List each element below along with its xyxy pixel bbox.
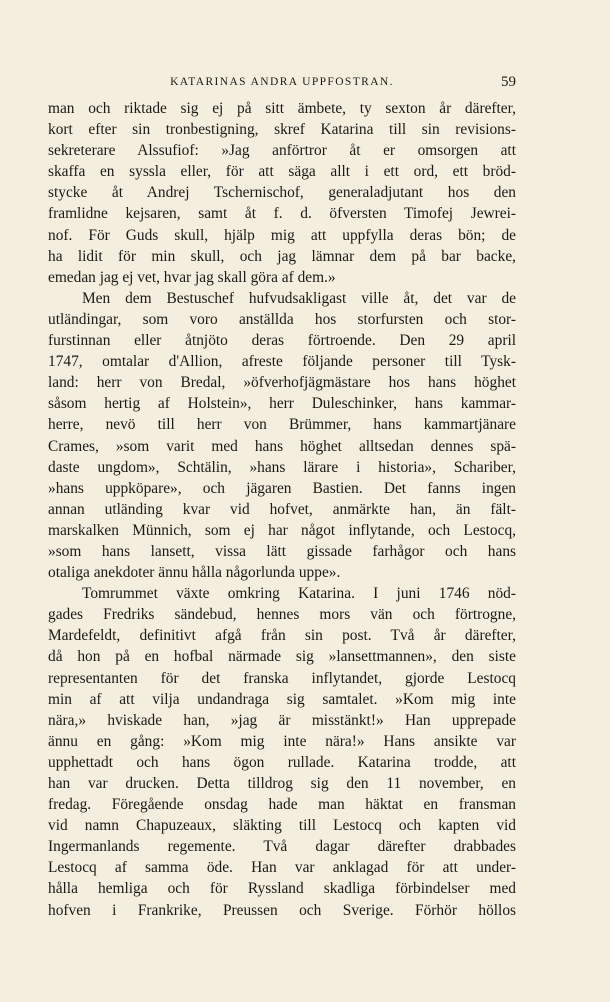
text-line: vid namn Chapuzeaux, släkting till Lestocq och kapten vid (48, 817, 516, 835)
paragraph (48, 583, 516, 921)
text-line: nof. För Guds skull, hjälp mig att uppfylla deras bön; de (48, 226, 516, 244)
text-line: utländingar, som voro anställda hos storfursten och stor- (48, 310, 516, 328)
text-line: 1747, omtalar d'Allion, afreste följande personer till Tysk- (48, 353, 516, 371)
body-text (48, 98, 516, 921)
running-head: KATARINAS ANDRA UPPFOSTRAN. (170, 76, 394, 88)
paragraph (48, 288, 516, 583)
text-line: stycke åt Andrej Tschernischof, generaladjutant hos den (48, 184, 516, 202)
text-line: min af att vilja undandraga sig samtalet. »Kom mig inte (48, 690, 516, 708)
text-line: skaffa en syssla eller, för att säga allt i ett ord, ett bröd- (48, 163, 516, 181)
text-line: fredag. Föregående onsdag hade man häktat en fransman (48, 796, 516, 814)
text-line: herre, nevö till herr von Brümmer, hans kammartjänare (48, 416, 516, 434)
text-line: otaliga anekdoter ännu hålla någorlunda uppe». (48, 564, 341, 582)
text-line: emedan jag ej vet, hvar jag skall göra af dem.» (48, 268, 336, 286)
text-line: man och riktade sig ej på sitt ämbete, ty sexton år därefter, (48, 100, 516, 117)
text-line: nära,» hviskade han, »jag är misstänkt!» Han upprepade (48, 711, 516, 729)
page-number: 59 (501, 74, 516, 90)
text-line: daste ungdom», Schtälin, »hans lärare i historia», Schariber, (48, 458, 516, 476)
text-line: hålla hemliga och för Ryssland skadliga förbindelser med (48, 880, 516, 898)
text-line: då hon på en hofbal närmade sig »lansettmannen», den siste (48, 648, 516, 666)
text-line: Lestocq af samma öde. Han var anklagad för att under- (48, 859, 516, 877)
text-line: land: herr von Bredal, »öfverhofjägmästare hos hans höghet (48, 374, 516, 392)
text-line: ännu en gång: »Kom mig inte nära!» Hans ansikte var (48, 732, 516, 750)
text-line: Mardefeldt, definitivt afgå från sin post. Två år därefter, (48, 627, 516, 645)
text-line: representanten för det franska inflytandet, gjorde Lestocq (48, 669, 516, 687)
page-header (48, 72, 516, 92)
text-line: marskalken Münnich, som ej har något inflytande, och Lestocq, (48, 521, 516, 539)
text-line: Men dem Bestuschef hufvudsakligast ville åt, det var de (82, 289, 516, 307)
text-line: framlidne kejsaren, samt åt f. d. öfversten Timofej Jewrei- (48, 205, 516, 223)
text-line: »som hans lansett, vissa lätt gissade farhågor och hans (48, 542, 516, 560)
text-line: Tomrummet växte omkring Katarina. I juni 1746 nöd- (82, 585, 516, 603)
text-line: furstinnan eller åtnjöto deras förtroende. Den 29 april (48, 332, 516, 350)
text-line: han var drucken. Detta tilldrog sig den 11 november, en (48, 775, 516, 792)
text-line: upphettadt och hans ögon rullade. Katarina trodde, att (48, 753, 516, 771)
text-line: sekreterare Alssufiof: »Jag anförtror åt er omsorgen att (48, 142, 516, 160)
text-line: såsom hertig af Holstein», herr Duleschinker, hans kammar- (48, 395, 516, 413)
text-line: hofven i Frankrike, Preussen och Sverige. Förhör höllos (48, 901, 516, 919)
text-line: ha lidit för min skull, och jag lämnar dem på bar backe, (48, 247, 516, 265)
text-line: Ingermanlands regemente. Två dagar därefter drabbades (48, 838, 516, 856)
text-line: Crames, »som varit med hans höghet alltsedan dennes spä- (48, 437, 516, 455)
text-line: kort efter sin tronbestigning, skref Katarina till sin revisions- (48, 121, 516, 139)
paragraph (48, 98, 516, 288)
text-line: gades Fredriks sändebud, hennes mors vän och förtrogne, (48, 606, 516, 624)
text-line: »hans uppköpare», och jägaren Bastien. Det fanns ingen (48, 479, 516, 497)
text-line: annan utländing kvar vid hofvet, anmärkte han, än fält- (48, 500, 516, 518)
